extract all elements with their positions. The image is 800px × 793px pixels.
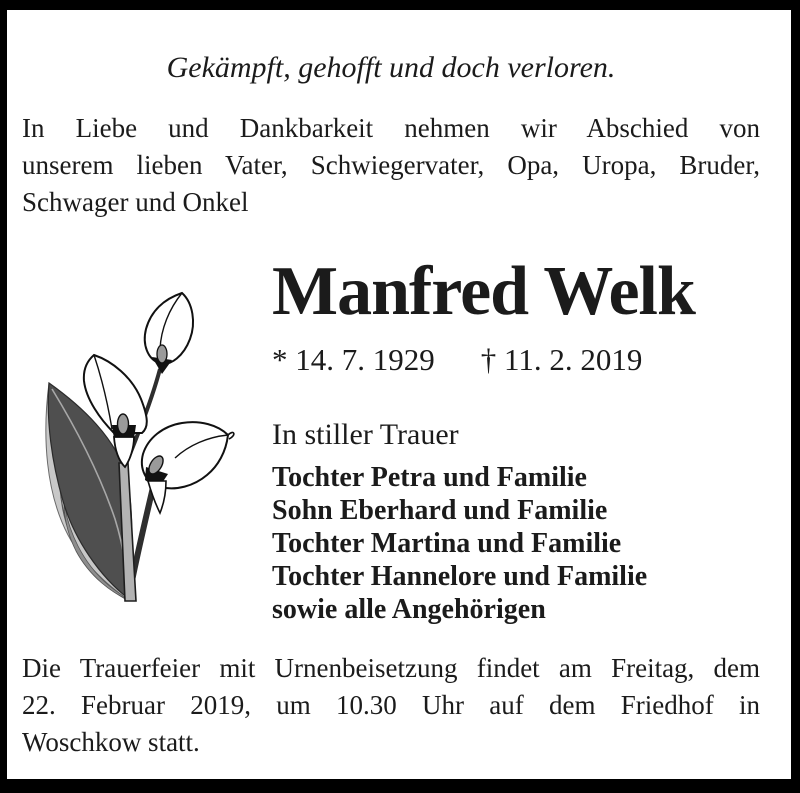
mourner-line: sowie alle Angehörigen <box>272 594 546 625</box>
mourner-line: Tochter Hannelore und Familie <box>272 561 648 592</box>
mourner-line: Sohn Eberhard und Familie <box>272 495 608 526</box>
main-section <box>22 255 760 626</box>
mourner-line: Tochter Petra und Familie <box>272 462 587 493</box>
intro-line: In Liebe und Dankbarkeit nehmen wir Abschied von <box>22 113 760 143</box>
death-date: † 11. 2. 2019 <box>480 342 643 377</box>
deceased-block <box>272 255 760 626</box>
mourner-line: Tochter Martina und Familie <box>272 528 622 559</box>
funeral-info-paragraph <box>22 650 760 761</box>
mourning-intro: In stiller Trauer <box>272 418 459 451</box>
intro-paragraph <box>22 110 760 221</box>
funeral-info-line: Die Trauerfeier mit Urnenbeisetzung findet am Freitag, dem <box>22 653 760 683</box>
mourners-list <box>272 461 760 626</box>
birth-date: * 14. 7. 1929 <box>272 342 435 377</box>
funeral-info-line: Woschkow statt. <box>22 727 200 757</box>
epitaph-line: Gekämpft, gehofft und doch verloren. <box>166 51 616 84</box>
calla-lily-illustration <box>22 255 272 626</box>
funeral-info-line: 22. Februar 2019, um 10.30 Uhr auf dem Friedhof in <box>22 690 760 720</box>
intro-line: unserem lieben Vater, Schwiegervater, Opa, Uropa, Bruder, <box>22 150 760 180</box>
life-dates <box>272 343 760 377</box>
intro-line: Schwager und Onkel <box>22 187 249 217</box>
deceased-name: Manfred Welk <box>272 253 695 330</box>
obituary-content <box>7 48 791 793</box>
